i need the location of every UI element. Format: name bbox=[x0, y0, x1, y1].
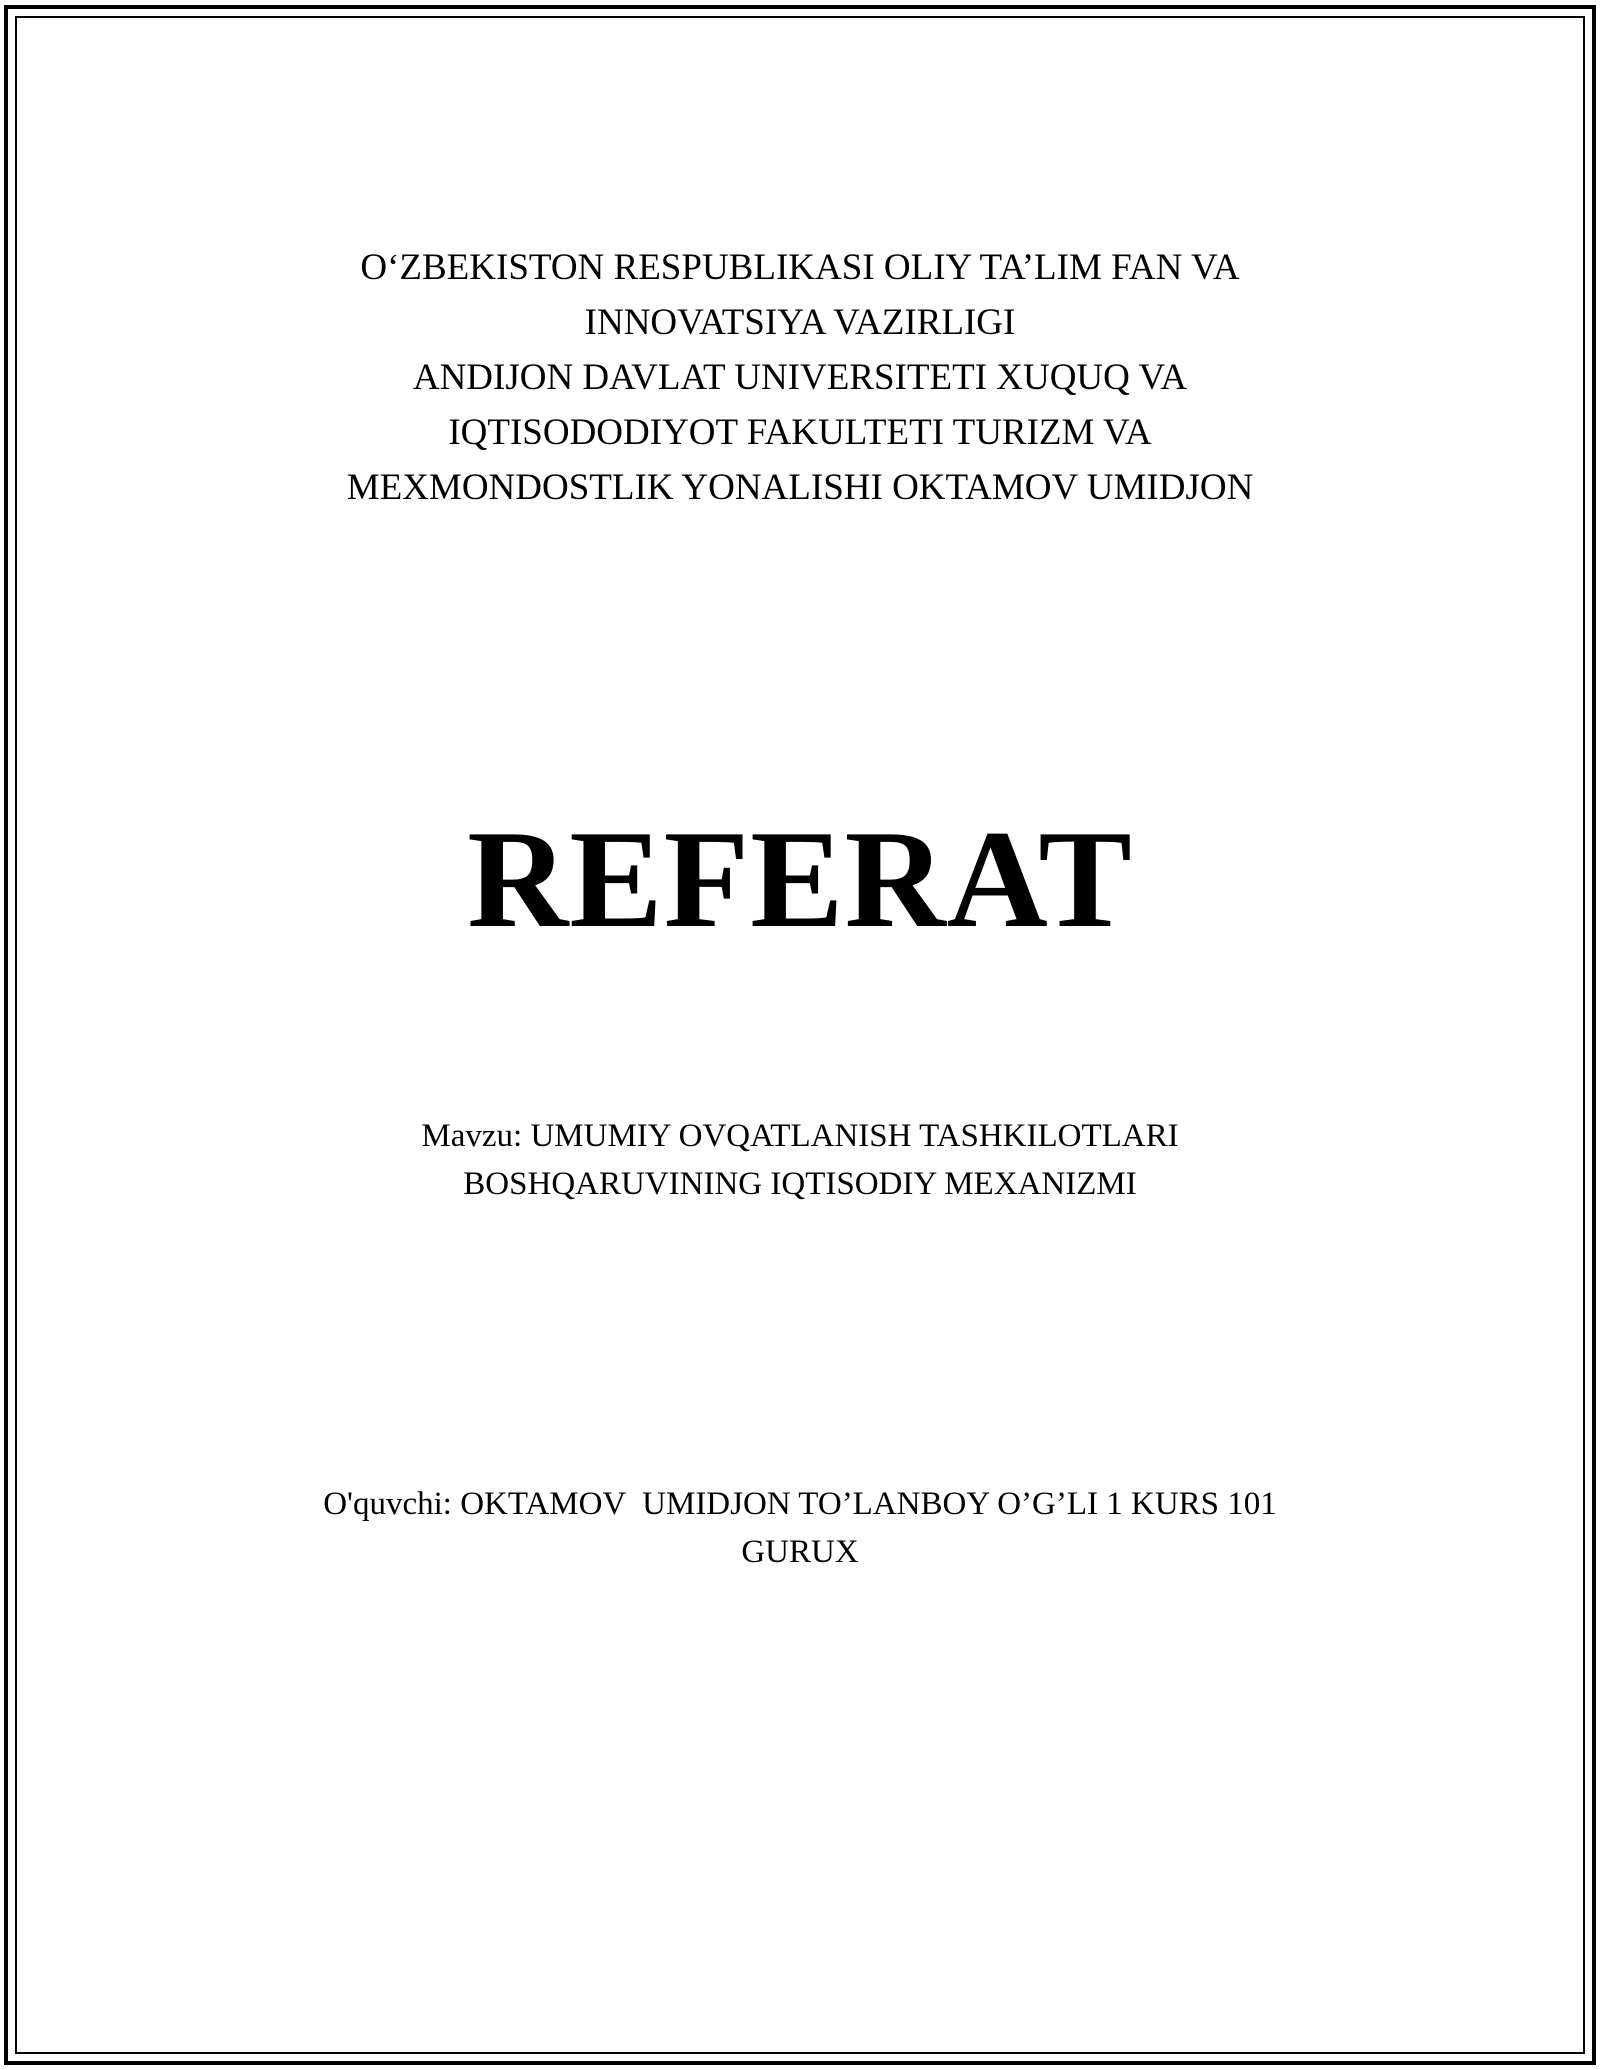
ministry-header bbox=[0, 240, 1600, 515]
header-line: MEXMONDOSTLIK YONALISHI OKTAMOV UMIDJON bbox=[346, 467, 1254, 508]
header-line: O‘ZBEKISTON RESPUBLIKASI OLIY TA’LIM FAN VA bbox=[360, 247, 1240, 288]
header-line: ANDIJON DAVLAT UNIVERSITETI XUQUQ VA bbox=[412, 357, 1188, 398]
student-block bbox=[0, 1480, 1600, 1576]
document-title: REFERAT bbox=[467, 802, 1133, 957]
topic-block bbox=[0, 1112, 1600, 1208]
topic-line: BOSHQARUVINING IQTISODIY MEXANIZMI bbox=[463, 1166, 1137, 1202]
student-line: GURUX bbox=[741, 1534, 859, 1570]
header-line: IQTISODODIYOT FAKULTETI TURIZM VA bbox=[448, 412, 1152, 453]
header-line: INNOVATSIYA VAZIRLIGI bbox=[584, 302, 1016, 343]
topic-line: Mavzu: UMUMIY OVQATLANISH TASHKILOTLARI bbox=[421, 1118, 1179, 1154]
student-line: O'quvchi: OKTAMOV UMIDJON TO’LANBOY O’G’LI 1 KURS 101 bbox=[323, 1486, 1277, 1522]
